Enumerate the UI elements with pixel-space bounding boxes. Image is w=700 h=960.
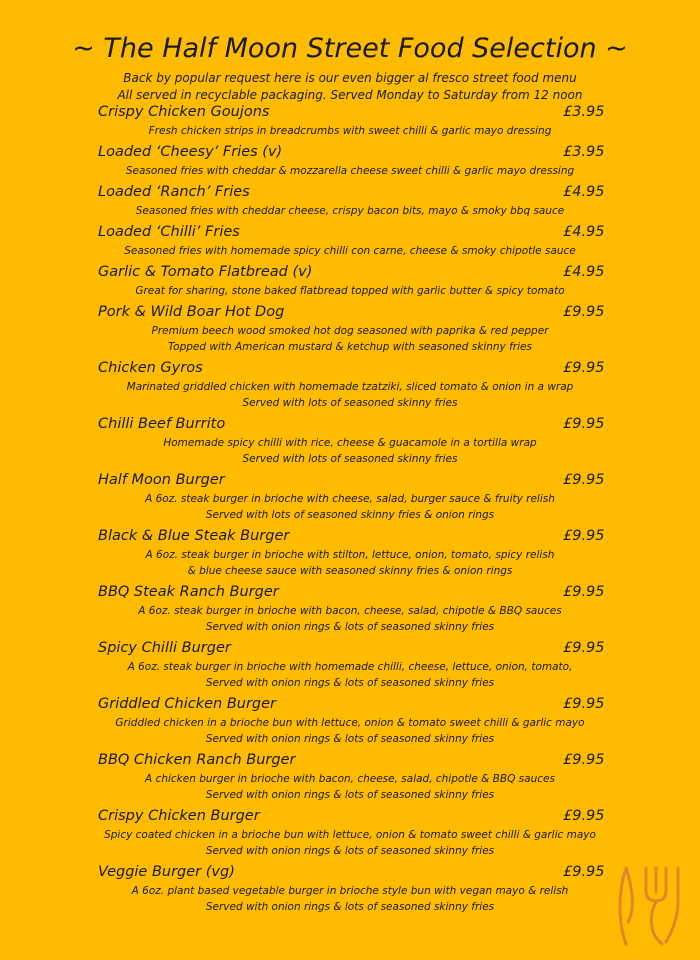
menu-intro [0, 70, 700, 104]
menu-item-name: Loaded ‘Cheesy’ Fries (v) [98, 144, 283, 160]
menu-item-description-line: Premium beech wood smoked hot dog seasoned with paprika & red pepper [151, 325, 549, 337]
menu-item-description-line: A 6oz. plant based vegetable burger in brioche style bun with vegan mayo & relish [131, 885, 569, 897]
menu-item-name: Crispy Chicken Burger [98, 808, 260, 824]
menu-item-description-line: Griddled chicken in a brioche bun with lettuce, onion & tomato sweet chilli & garlic mayo [115, 717, 585, 729]
menu-item-price: £4.95 [563, 224, 605, 240]
menu-item-description-line: A chicken burger in brioche with bacon, cheese, salad, chipotle & BBQ sauces [145, 773, 555, 785]
menu-item-name: Half Moon Burger [98, 472, 225, 488]
menu-item-description-line: Served with onion rings & lots of seasoned skinny fries [205, 845, 495, 857]
menu-item-description-line: Great for sharing, stone baked flatbread topped with garlic butter & spicy tomato [135, 285, 565, 297]
menu-item-description [0, 771, 700, 803]
menu-item-name: Loaded ‘Chilli’ Fries [98, 224, 240, 240]
menu-item-description [0, 243, 700, 259]
menu-item-price: £3.95 [563, 104, 605, 120]
menu-item-price: £9.95 [563, 752, 605, 768]
menu-item-description-line: Served with lots of seasoned skinny fries [242, 453, 458, 465]
intro-line: Back by popular request here is our even bigger al fresco street food menu [123, 71, 577, 85]
menu-item-description [0, 883, 700, 915]
menu-item-price: £9.95 [563, 304, 605, 320]
menu-item-description [0, 323, 700, 355]
menu-item-description-line: Homemade spicy chilli with rice, cheese & guacamole in a tortilla wrap [163, 437, 537, 449]
menu-item-price: £9.95 [563, 640, 605, 656]
menu-item-name: Pork & Wild Boar Hot Dog [98, 304, 285, 320]
menu-item-price: £9.95 [563, 528, 605, 544]
menu-item-description-line: Served with onion rings & lots of seasoned skinny fries [205, 789, 495, 801]
menu-item-price: £9.95 [563, 416, 605, 432]
menu-item-description [0, 379, 700, 411]
menu-item-name: BBQ Steak Ranch Burger [98, 584, 279, 600]
menu-item-name: Garlic & Tomato Flatbread (v) [98, 264, 313, 280]
menu-item-description-line: Served with lots of seasoned skinny fries [242, 397, 458, 409]
menu-item-description [0, 603, 700, 635]
menu-item-description-line: Topped with American mustard & ketchup with seasoned skinny fries [168, 341, 532, 353]
menu-item-name: Chicken Gyros [98, 360, 203, 376]
menu-item-description-line: Spicy coated chicken in a brioche bun with lettuce, onion & tomato sweet chilli & garlic mayo [104, 829, 596, 841]
menu-item-name: Veggie Burger (vg) [98, 864, 235, 880]
menu-item-description-line: A 6oz. steak burger in brioche with homemade chilli, cheese, lettuce, onion, tomato, [127, 661, 573, 673]
menu-item-price: £9.95 [563, 696, 605, 712]
menu-item-description-line: Served with onion rings & lots of seasoned skinny fries [205, 621, 495, 633]
menu-item-description-line: Fresh chicken strips in breadcrumbs with sweet chilli & garlic mayo dressing [148, 125, 552, 137]
menu-item-name: Crispy Chicken Goujons [98, 104, 270, 120]
menu-item-name: Chilli Beef Burrito [98, 416, 226, 432]
menu-item-price: £9.95 [563, 472, 605, 488]
menu-item-description-line: A 6oz. steak burger in brioche with cheese, salad, burger sauce & fruity relish [145, 493, 555, 505]
intro-line: All served in recyclable packaging. Served Monday to Saturday from 12 noon [117, 88, 583, 102]
fork-knife-logo-icon [612, 862, 686, 948]
menu-item-price: £4.95 [563, 264, 605, 280]
menu-item-description-line: Served with onion rings & lots of seasoned skinny fries [205, 901, 495, 913]
menu-item-description-line: Seasoned fries with cheddar cheese, crispy bacon bits, mayo & smoky bbq sauce [135, 205, 565, 217]
menu-item-price: £9.95 [563, 584, 605, 600]
menu-item-description [0, 435, 700, 467]
menu-item-price: £9.95 [563, 864, 605, 880]
menu-item-price: £9.95 [563, 360, 605, 376]
menu-item-price: £4.95 [563, 184, 605, 200]
menu-item-description [0, 203, 700, 219]
menu-item-description-line: A 6oz. steak burger in brioche with stilton, lettuce, onion, tomato, spicy relish [145, 549, 555, 561]
menu-item-description [0, 123, 700, 139]
menu-item-price: £9.95 [563, 808, 605, 824]
menu-item-description-line: Served with onion rings & lots of seasoned skinny fries [205, 677, 495, 689]
menu-item-description [0, 163, 700, 179]
menu-title: ~ The Half Moon Street Food Selection ~ [72, 33, 628, 64]
menu-item-description-line: Marinated griddled chicken with homemade tzatziki, sliced tomato & onion in a wrap [126, 381, 574, 393]
menu-item-description [0, 491, 700, 523]
menu-item-description-line: Served with onion rings & lots of seasoned skinny fries [205, 733, 495, 745]
menu-item-name: BBQ Chicken Ranch Burger [98, 752, 296, 768]
menu-item-description [0, 715, 700, 747]
menu-item-description [0, 827, 700, 859]
menu-item-description-line: Seasoned fries with homemade spicy chilli con carne, cheese & smoky chipotle sauce [124, 245, 576, 257]
menu-item-description [0, 659, 700, 691]
menu-item-description-line: Served with lots of seasoned skinny fries & onion rings [205, 509, 495, 521]
menu-item-name: Griddled Chicken Burger [98, 696, 277, 712]
menu-item-description-line: Seasoned fries with cheddar & mozzarella cheese sweet chilli & garlic mayo dressing [125, 165, 575, 177]
menu-item-name: Black & Blue Steak Burger [98, 528, 290, 544]
menu-item-description-line: A 6oz. steak burger in brioche with bacon, cheese, salad, chipotle & BBQ sauces [138, 605, 562, 617]
menu-item-name: Spicy Chilli Burger [98, 640, 231, 656]
menu-item-description [0, 547, 700, 579]
menu-item-price: £3.95 [563, 144, 605, 160]
menu-item-description-line: & blue cheese sauce with seasoned skinny fries & onion rings [187, 565, 513, 577]
menu-item-name: Loaded ‘Ranch’ Fries [98, 184, 250, 200]
menu-item-description [0, 283, 700, 299]
